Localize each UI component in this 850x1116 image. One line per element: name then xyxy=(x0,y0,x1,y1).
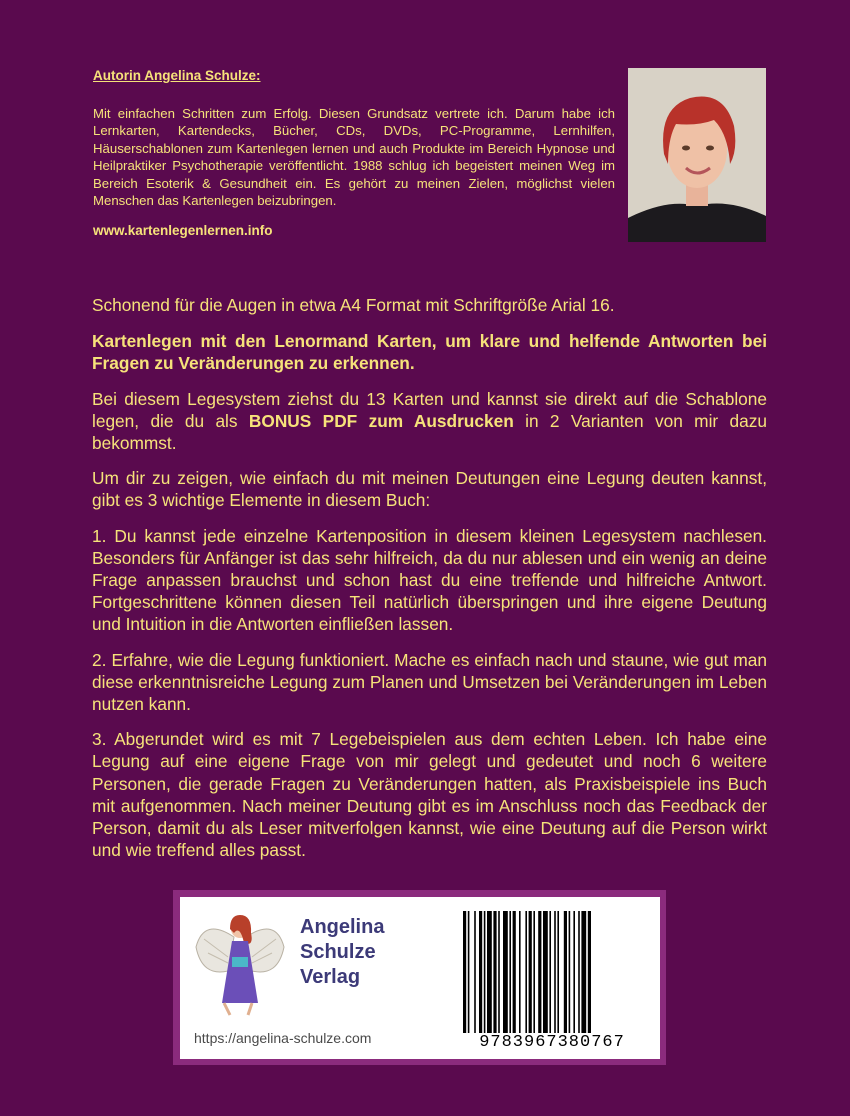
barcode-bar xyxy=(468,911,470,1033)
angel-logo-icon xyxy=(194,907,286,1019)
barcode-bar xyxy=(533,911,535,1033)
intro-paragraph xyxy=(92,388,767,455)
publisher-url[interactable]: https://angelina-schulze.com xyxy=(194,1030,372,1046)
publisher-box xyxy=(180,897,660,1059)
barcode-bar xyxy=(484,911,486,1033)
barcode-bar xyxy=(543,911,548,1033)
barcode-bar xyxy=(519,911,521,1033)
barcode-bar xyxy=(549,911,551,1033)
barcode-bar xyxy=(557,911,559,1033)
barcode-bar xyxy=(513,911,516,1033)
barcode-bar xyxy=(493,911,496,1033)
barcode-bar xyxy=(479,911,482,1033)
intro-text-end: in 2 Varianten von mir dazu bekommst. xyxy=(92,410,768,454)
barcode-bar xyxy=(525,911,527,1033)
barcode-bar xyxy=(538,911,541,1033)
barcode-bar xyxy=(463,911,466,1033)
barcode-bar xyxy=(498,911,500,1033)
barcode-bar xyxy=(564,911,567,1033)
barcode-bar xyxy=(474,911,476,1033)
isbn-barcode xyxy=(457,907,647,1037)
isbn-number: 9783967380767 xyxy=(479,1033,625,1052)
intro-text-start: Bei diesem Legesystem ziehst du 13 Karten und kannst sie direkt auf die Schablone legen, die du als xyxy=(92,388,767,431)
tagline: Kartenlegen mit den Lenormand Karten, um klare und helfende Antworten bei Fragen zu Veränderungen zu erkennen. xyxy=(92,331,767,374)
author-portrait xyxy=(628,68,766,242)
point-3: 3. Abgerundet wird es mit 7 Legebeispielen aus dem echten Leben. Ich habe eine Legung auf eine eigene Frage von mir gelegt und gedeutet und noch 6 weitere Personen, die gerade Fragen zu Veränderungen hatten, als Praxisbeispiele ins Buch mit aufgenommen. Nach meiner Deutung gibt es im Anschluss noch das Feedback der Person, damit du als Leser mitverfolgen kannst, wie eine Deutung auf die Person wirkt und wie treffend alles passt. xyxy=(92,729,767,861)
barcode-bar xyxy=(578,911,580,1033)
portrait-illustration xyxy=(628,68,766,242)
barcode-bar xyxy=(569,911,571,1033)
publisher-name: Angelina Schulze Verlag xyxy=(300,916,385,988)
barcode-bar xyxy=(487,911,492,1033)
bonus-pdf-highlight: BONUS PDF zum Ausdrucken xyxy=(248,410,514,431)
main-text xyxy=(92,294,767,874)
elements-intro: Um dir zu zeigen, wie einfach du mit meinen Deutungen eine Legung deuten kannst, gibt es 3 wichtige Elemente in diesem Buch: xyxy=(92,468,767,511)
point-2: 2. Erfahre, wie die Legung funktioniert. Mache es einfach nach und staune, wie gut man diese erkenntnisreiche Legung zum Planen und Umsetzen bei Veränderungen im Leben nutzen kann. xyxy=(92,649,767,715)
barcode-bar xyxy=(503,911,508,1033)
barcode-bar xyxy=(529,911,532,1033)
barcode-bar xyxy=(573,911,575,1033)
author-heading: Autorin Angelina Schulze: xyxy=(93,68,261,83)
barcode-bar xyxy=(581,911,586,1033)
format-note: Schonend für die Augen in etwa A4 Format mit Schriftgröße Arial 16. xyxy=(92,295,615,315)
author-website-link[interactable]: www.kartenlegenlernen.info xyxy=(93,223,273,239)
author-block xyxy=(93,68,615,238)
barcode-bar xyxy=(509,911,511,1033)
author-bio: Mit einfachen Schritten zum Erfolg. Diesen Grundsatz vertrete ich. Darum habe ich Lernkarten, Kartendecks, Bücher, CDs, DVDs, PC-Programme, Lernhilfen, Häuserschablonen zum Kartenlegen lernen und auch Produkte im Bereich Hypnose und Heilpraktiker Psychotherapie veröffentlicht. 1988 schlug ich begeistert meinen Weg im Bereich Esoterik & Gesundheit ein. Es gehört zu meinen Zielen, möglichst vielen Menschen das Kartenlegen beizubringen. xyxy=(93,106,615,209)
barcode-bar xyxy=(588,911,591,1033)
barcode-bar xyxy=(554,911,556,1033)
point-1: 1. Du kannst jede einzelne Kartenposition in diesem kleinen Legesystem nachlesen. Besonders für Anfänger ist das sehr hilfreich, da du nur ablesen und ein wenig an deine Frage anpassen brauchst und schon hast du eine treffende und hilfreiche Antwort. Fortgeschrittene können diesen Teil natürlich überspringen und ihre eigene Deutung und Intuition in die Antworten einfließen lassen. xyxy=(92,525,767,635)
